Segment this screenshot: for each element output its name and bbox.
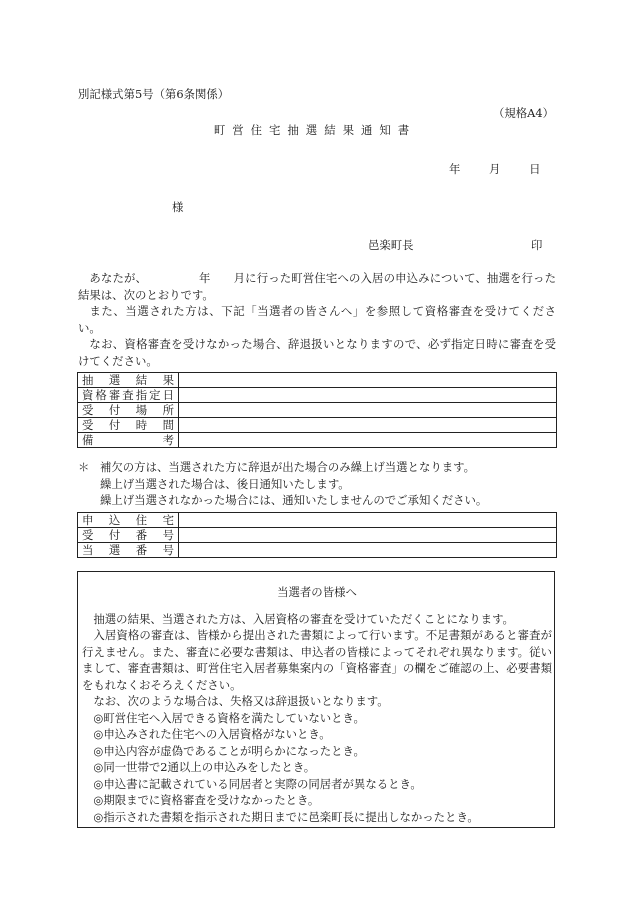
table-row [78, 513, 557, 528]
winner-notice-box [77, 571, 555, 828]
form-reference: 別記様式第5号（第6条関係） [78, 87, 230, 101]
addressee-honorific: 様 [172, 200, 184, 214]
date-line [449, 161, 540, 178]
applicant-info-table [77, 512, 557, 558]
seal-mark: 印 [531, 238, 543, 252]
list-item: ◎申込書に記載されている同居者と実際の同居者が異なるとき。 [93, 776, 422, 791]
list-item: ◎申込みされた住宅への入居資格がないとき。 [93, 727, 331, 742]
body-text [78, 270, 556, 369]
notice-paragraph: なお、次のような場合は、失格又は辞退扱いとなります。 [93, 694, 389, 709]
supplement-line [78, 459, 558, 476]
row-value [179, 528, 557, 543]
table-row [78, 403, 557, 418]
table-row [78, 388, 557, 403]
row-label: 当選番号 [78, 543, 179, 558]
list-item: ◎同一世帯で2通以上の申込みをしたとき。 [93, 760, 316, 775]
table-row [78, 543, 557, 558]
table-row [78, 433, 557, 448]
table-row [78, 528, 557, 543]
supplement-line: 繰上げ当選されなかった場合には、通知いたしませんのでご承知ください。 [100, 493, 488, 508]
issuer-name: 邑楽町長 [368, 238, 414, 252]
disqualification-list [82, 710, 552, 826]
date-year-label: 年 [449, 162, 461, 176]
notice-paragraph: 抽選の結果、当選された方は、入居資格の審査を受けていただくことになります。 [93, 611, 514, 626]
row-label: 資格審査指定日 [78, 388, 179, 403]
row-label: 受付番号 [78, 528, 179, 543]
supplement-line: 繰上げ当選された場合は、後日通知いたします。 [100, 476, 350, 491]
row-value [179, 388, 557, 403]
asterisk-mark: ＊ [78, 460, 90, 474]
supplement-notes [78, 459, 558, 509]
body-paragraph: また、当選された方は、下記「当選者の皆さんへ」を参照して資格審査を受けてください。 [78, 304, 556, 335]
list-item: ◎町営住宅へ入居できる資格を満たしていないとき。 [93, 710, 365, 725]
supplement-text: 補欠の方は、当選された方に辞退が出た場合のみ繰上げ当選となります。 [100, 460, 475, 474]
row-value [179, 433, 557, 448]
list-item: ◎期限までに資格審査を受けなかったとき。 [93, 793, 320, 808]
body-paragraph: なお、資格審査を受けなかった場合、辞退扱いとなりますので、必ず指定日時に審査を受けてください。 [78, 337, 556, 368]
row-label: 備考 [78, 433, 179, 448]
table-row [78, 418, 557, 433]
table-row [78, 373, 557, 388]
date-month-label: 月 [489, 162, 501, 176]
row-value [179, 513, 557, 528]
lottery-result-table [77, 372, 557, 448]
date-day-label: 日 [529, 162, 541, 176]
row-label: 受付場所 [78, 403, 179, 418]
paper-size-note: （規格A4） [492, 106, 554, 120]
row-value [179, 403, 557, 418]
list-item: ◎申込内容が虚偽であることが明らかになったとき。 [93, 743, 365, 758]
notice-paragraph: 入居資格の審査は、皆様から提出された書類によって行います。不足書類があると審査が行えません。また、審査に必要な書類は、申込者の皆様によってそれぞれ異なります。従いまして、審査書類は、町営住宅入居者募集案内の「資格審査」の欄をご確認の上、必要書類をもれなくおそろえください。 [82, 628, 552, 692]
row-value [179, 418, 557, 433]
body-paragraph: あなたが、 年 月に行った町営住宅への入居の申込みについて、抽選を行った結果は、次のとおりです。 [78, 271, 556, 302]
row-label: 抽選結果 [78, 373, 179, 388]
row-label: 受付時間 [78, 418, 179, 433]
document-title: 町営住宅抽選結果通知書 [213, 123, 417, 137]
notice-title: 当選者の皆様へ [277, 585, 357, 599]
row-value [179, 373, 557, 388]
row-label: 申込住宅 [78, 513, 179, 528]
row-value [179, 543, 557, 558]
list-item: ◎指示された書類を指示された期日までに邑楽町長に提出しなかったとき。 [93, 809, 479, 824]
